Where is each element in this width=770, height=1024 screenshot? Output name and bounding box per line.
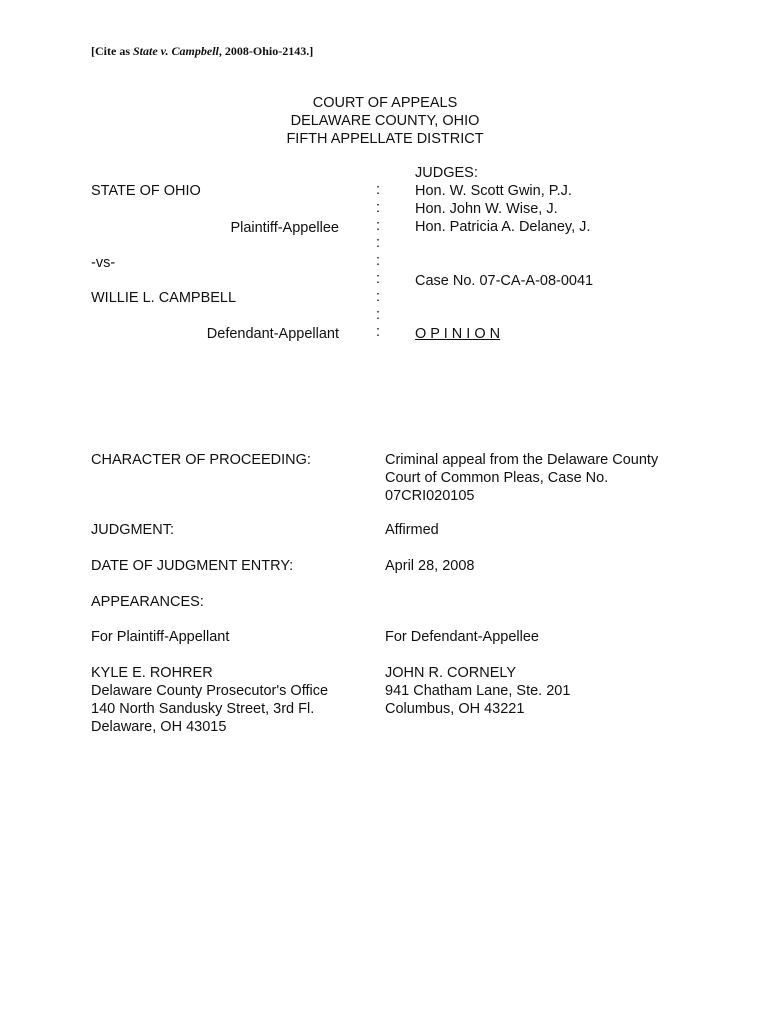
colon: : <box>376 324 381 341</box>
character-line: Court of Common Pleas, Case No. <box>385 470 609 486</box>
colon: : <box>376 270 381 287</box>
opinion-label: O P I N I O N <box>415 326 501 342</box>
judges-heading: JUDGES: <box>415 165 478 181</box>
address-line: JOHN R. CORNELY <box>385 665 517 681</box>
colon: : <box>376 306 381 323</box>
date-value: April 28, 2008 <box>385 558 475 574</box>
character-line: 07CRI020105 <box>385 488 475 504</box>
colon: : <box>376 182 381 198</box>
character-value <box>385 451 658 505</box>
defendant-role: Defendant-Appellant <box>206 326 339 342</box>
judge-name: Hon. Patricia A. Delaney, J. <box>415 219 591 235</box>
citation-suffix: , 2008-Ohio-2143.] <box>218 44 314 58</box>
colon: : <box>376 253 381 270</box>
judge-name: Hon. John W. Wise, J. <box>415 201 558 217</box>
plaintiff-counsel-address <box>91 664 328 736</box>
case-number: Case No. 07-CA-A-08-0041 <box>415 273 594 289</box>
address-line: KYLE E. ROHRER <box>91 665 213 681</box>
colon: : <box>376 235 381 252</box>
address-line: 140 North Sandusky Street, 3rd Fl. <box>91 701 315 717</box>
court-header <box>0 94 770 148</box>
plaintiff-counsel-heading: For Plaintiff-Appellant <box>91 629 230 645</box>
court-county: DELAWARE COUNTY, OHIO <box>290 113 480 129</box>
appearances-heading: APPEARANCES: <box>91 594 204 610</box>
plaintiff-name: STATE OF OHIO <box>91 183 201 199</box>
character-line: Criminal appeal from the Delaware County <box>385 452 659 468</box>
defendant-counsel-address <box>385 664 570 718</box>
colon: : <box>376 288 381 305</box>
citation-prefix: [Cite as <box>91 44 133 58</box>
address-line: Delaware, OH 43015 <box>91 719 227 735</box>
defendant-counsel-heading: For Defendant-Appellee <box>385 629 539 645</box>
address-line: 941 Chatham Lane, Ste. 201 <box>385 683 571 699</box>
judge-name: Hon. W. Scott Gwin, P.J. <box>415 183 572 199</box>
court-district: FIFTH APPELLATE DISTRICT <box>286 131 484 147</box>
caption-divider <box>376 182 386 342</box>
plaintiff-role: Plaintiff-Appellee <box>230 220 339 236</box>
citation-case-name: State v. Campbell <box>133 44 219 58</box>
character-label: CHARACTER OF PROCEEDING: <box>91 452 311 468</box>
court-name: COURT OF APPEALS <box>312 95 458 111</box>
colon: : <box>376 217 381 234</box>
colon: : <box>376 199 381 216</box>
address-line: Columbus, OH 43221 <box>385 701 525 717</box>
address-line: Delaware County Prosecutor's Office <box>91 683 329 699</box>
date-label: DATE OF JUDGMENT ENTRY: <box>91 558 294 574</box>
citation <box>91 44 313 58</box>
judgment-label: JUDGMENT: <box>91 522 174 538</box>
judgment-value: Affirmed <box>385 522 439 538</box>
versus: -vs- <box>91 255 116 271</box>
defendant-name: WILLIE L. CAMPBELL <box>91 290 237 306</box>
judges-panel <box>415 164 590 236</box>
